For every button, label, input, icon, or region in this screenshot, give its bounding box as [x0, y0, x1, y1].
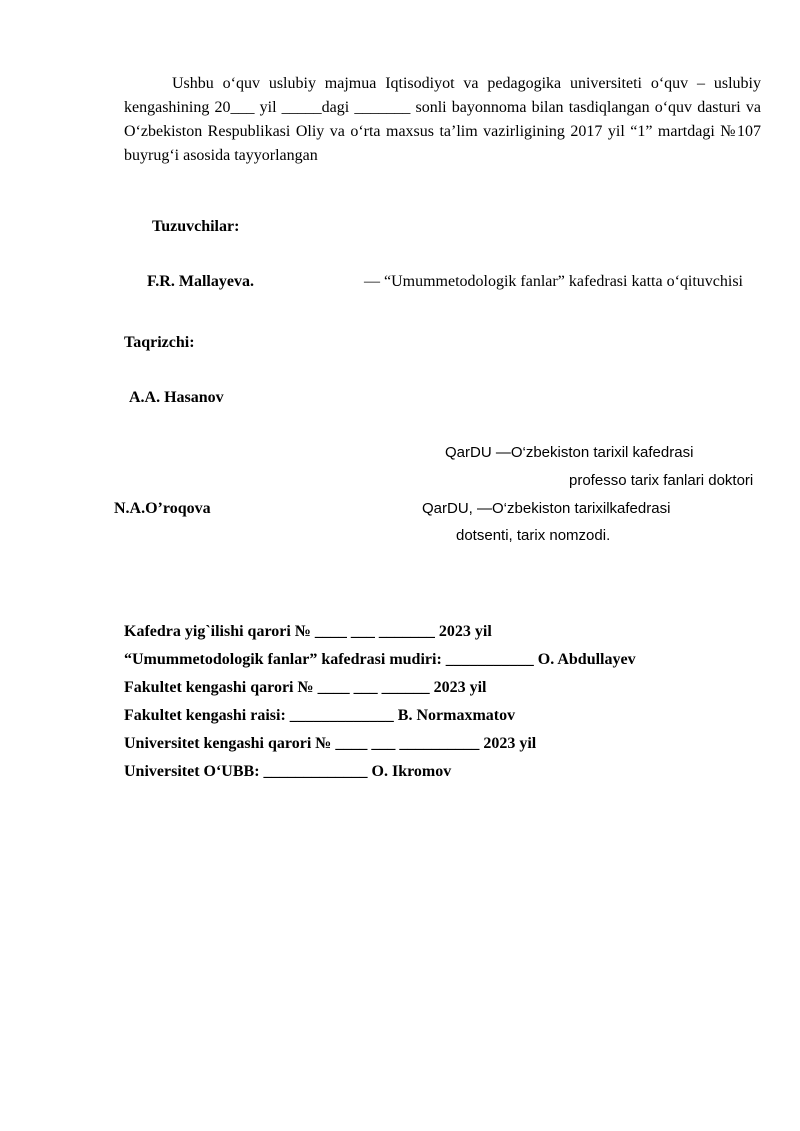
- author-name: F.R. Mallayeva.: [147, 273, 254, 290]
- approval-line: Fakultet kengashi qarori № ____ ___ ______ 2023 yil: [124, 679, 487, 696]
- reviewer-title: dotsenti, tarix nomzodi.: [456, 527, 611, 544]
- reviewer-affiliation: QarDU —O‘zbekiston tarixil kafedrasi: [445, 444, 694, 461]
- intro-paragraph: [124, 72, 761, 168]
- reviewer-title: professo tarix fanlari doktori: [569, 472, 754, 489]
- reviewer-name: A.A. Hasanov: [129, 389, 224, 406]
- authors-heading: Tuzuvchilar:: [152, 218, 240, 235]
- reviewers-heading: Taqrizchi:: [124, 334, 195, 351]
- approval-line: Universitet kengashi qarori № ____ ___ __________ 2023 yil: [124, 735, 537, 752]
- approvals-block: [124, 618, 636, 786]
- reviewer-affiliation: QarDU, —O‘zbekiston tarixilkafedrasi: [422, 500, 671, 517]
- intro-line: Ushbu o‘quv uslubiy majmua Iqtisodiyot va pedagogika universiteti o‘quv – uslubiy: [172, 75, 761, 92]
- author-role: — “Umummetodologik fanlar” kafedrasi katta o‘qituvchisi: [364, 273, 743, 290]
- approval-line: Fakultet kengashi raisi: _____________ B. Normaxmatov: [124, 707, 516, 724]
- approval-line: Kafedra yig`ilishi qarori № ____ ___ _______ 2023 yil: [124, 623, 492, 640]
- approval-line: Universitet O‘UBB: _____________ O. Ikromov: [124, 763, 452, 780]
- approval-line: “Umummetodologik fanlar” kafedrasi mudiri: ___________ O. Abdullayev: [124, 651, 636, 668]
- intro-line: kengashining 20___ yil _____dagi _______ sonli bayonnoma bilan tasdiqlangan o‘quv dasturi va: [124, 99, 761, 116]
- intro-line: O‘zbekiston Respublikasi Oliy va o‘rta maxsus ta’lim vazirligining 2017 yil “1” martdagi №107: [124, 123, 761, 140]
- intro-line: buyrug‘i asosida tayyorlangan: [124, 147, 318, 164]
- reviewer-name: N.A.O’roqova: [114, 500, 211, 517]
